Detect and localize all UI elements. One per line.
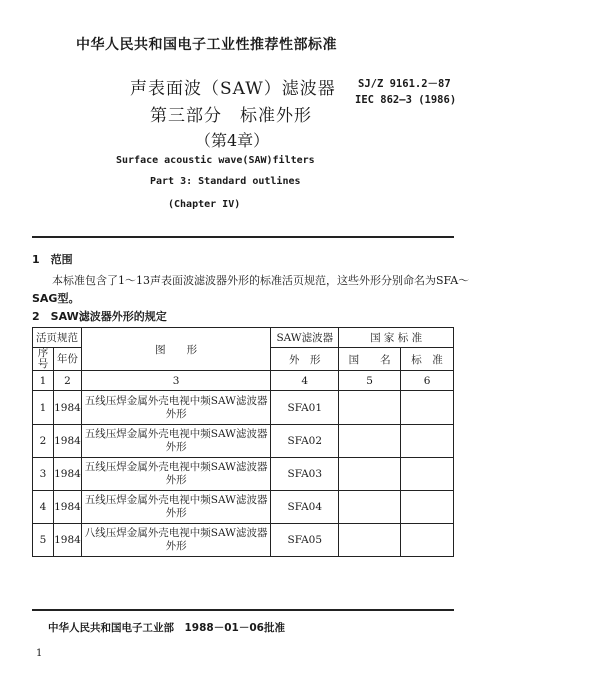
section-1-body-line1: 本标准包含了1～13声表面波滤波器外形的标准活页规范，这些外形分别命名为SFA～ <box>52 274 470 287</box>
row-seq: 3 <box>33 458 54 491</box>
subtitle-english: Part 3: Standard outlines <box>150 176 301 187</box>
col-num: 1 <box>33 371 54 391</box>
footer-divider <box>32 609 454 611</box>
row-figure-name-line2: 外形 <box>165 540 187 552</box>
page-number: 1 <box>36 648 43 659</box>
row-year: 1984 <box>53 524 81 557</box>
row-figure-name <box>81 391 270 425</box>
row-figure-name-line2: 外形 <box>165 407 187 420</box>
column-number-row <box>33 371 454 391</box>
row-figure-name-line2: 外形 <box>165 441 187 453</box>
row-country <box>339 425 401 458</box>
row-country <box>339 458 401 491</box>
table-row <box>33 524 454 557</box>
col-num: 5 <box>339 371 401 391</box>
row-country <box>339 524 401 557</box>
col-num: 2 <box>53 371 81 391</box>
title-english: Surface acoustic wave(SAW)filters <box>116 155 315 166</box>
row-std <box>401 524 454 557</box>
row-country <box>339 391 401 425</box>
chapter-chinese: （第4章） <box>195 131 270 150</box>
row-figure-name-line2: 外形 <box>165 507 187 519</box>
row-country <box>339 491 401 524</box>
outline-spec-table <box>32 327 454 557</box>
row-std <box>401 425 454 458</box>
title-chinese: 声表面波（SAW）滤波器 <box>130 79 336 99</box>
col-num: 6 <box>401 371 454 391</box>
header-loose-leaf: 活页规范 <box>33 328 82 348</box>
header-figure: 图 形 <box>81 328 270 371</box>
row-figure-name <box>81 524 270 557</box>
subtitle-chinese: 第三部分 标准外形 <box>150 106 312 126</box>
row-seq: 4 <box>33 491 54 524</box>
chapter-english: (Chapter IV) <box>168 199 241 210</box>
col-num: 3 <box>81 371 270 391</box>
row-outline-code: SFA01 <box>271 391 339 425</box>
header-national-standard: 国 家 标 准 <box>339 328 454 348</box>
header-saw-outline: SAW滤波器 <box>271 328 339 348</box>
row-outline-code: SFA02 <box>271 425 339 458</box>
row-year: 1984 <box>53 491 81 524</box>
table-row <box>33 391 454 425</box>
section-2-heading: 2 SAW滤波器外形的规定 <box>32 310 167 323</box>
row-figure-name-line2: 外形 <box>165 474 187 486</box>
row-figure-name-line1: 五线压焊金属外壳电视中频SAW滤波器 <box>84 428 268 440</box>
row-year: 1984 <box>53 458 81 491</box>
row-figure-name <box>81 458 270 491</box>
row-seq: 2 <box>33 425 54 458</box>
row-figure-name <box>81 425 270 458</box>
row-std <box>401 491 454 524</box>
row-year: 1984 <box>53 425 81 458</box>
row-figure-name-line1: 五线压焊金属外壳电视中频SAW滤波器 <box>84 461 268 473</box>
row-outline-code: SFA05 <box>271 524 339 557</box>
header-seq: 序号 <box>33 348 54 371</box>
header-country: 国 名 <box>339 348 401 371</box>
row-figure-name-line1: 五线压焊金属外壳电视中频SAW滤波器 <box>84 494 268 506</box>
section-1-body-line2: SAG型。 <box>32 292 80 305</box>
section-1-heading: 1 范围 <box>32 253 73 266</box>
table-row <box>33 458 454 491</box>
row-figure-name-line1: 五线压焊金属外壳电视中频SAW滤波器 <box>84 394 268 407</box>
row-year: 1984 <box>53 391 81 425</box>
row-seq: 1 <box>33 391 54 425</box>
row-std <box>401 458 454 491</box>
row-outline-code: SFA04 <box>271 491 339 524</box>
approval-line: 中华人民共和国电子工业部 1988－01－06批准 <box>48 622 285 634</box>
row-outline-code: SFA03 <box>271 458 339 491</box>
header-std: 标 准 <box>401 348 454 371</box>
col-num: 4 <box>271 371 339 391</box>
row-figure-name <box>81 491 270 524</box>
row-figure-name-line1: 八线压焊金属外壳电视中频SAW滤波器 <box>84 527 268 539</box>
issuing-authority: 中华人民共和国电子工业性推荐性部标准 <box>76 37 337 53</box>
standard-code: SJ/Z 9161.2－87 <box>358 78 451 90</box>
header-saw-outline-2: 外 形 <box>271 348 339 371</box>
top-divider <box>32 236 454 238</box>
row-std <box>401 391 454 425</box>
iec-code: IEC 862—3 (1986) <box>355 94 457 106</box>
table-row <box>33 425 454 458</box>
row-seq: 5 <box>33 524 54 557</box>
header-year: 年份 <box>53 348 81 371</box>
table-row <box>33 491 454 524</box>
